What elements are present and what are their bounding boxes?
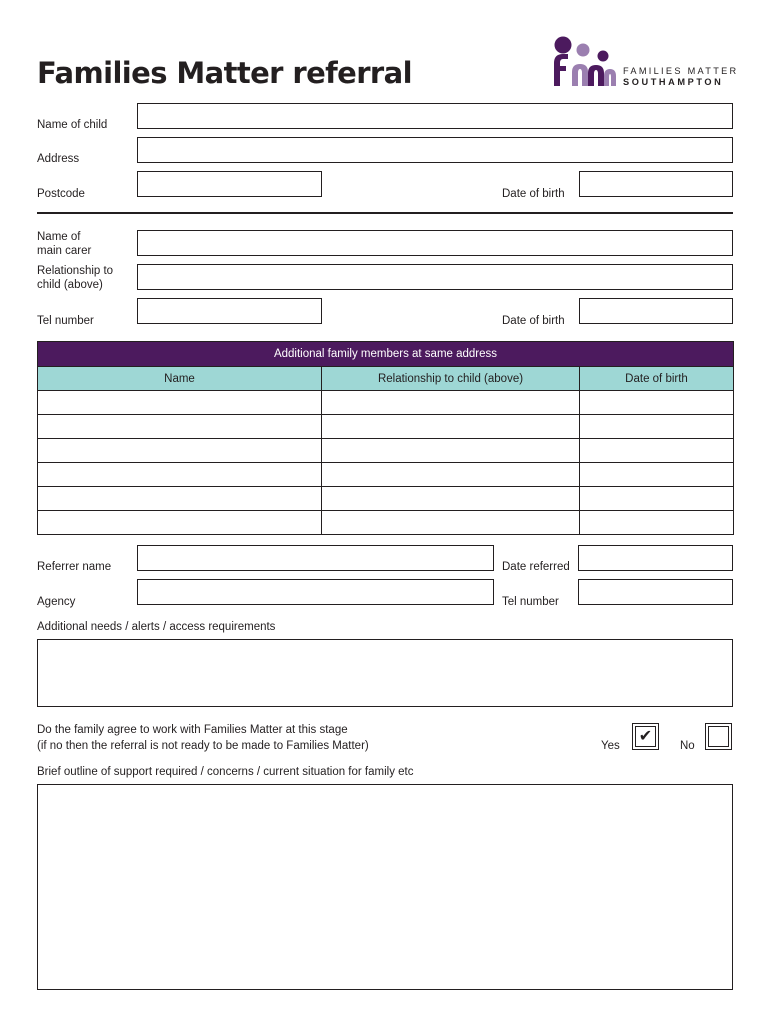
- table-cell-relationship[interactable]: [322, 463, 580, 487]
- table-cell-relationship[interactable]: [322, 391, 580, 415]
- table-cell-relationship[interactable]: [322, 487, 580, 511]
- referrer-name-field[interactable]: [137, 545, 494, 571]
- agency-label: Agency: [37, 596, 76, 608]
- address-label: Address: [37, 153, 80, 165]
- relationship-label-line1: Relationship to: [37, 265, 114, 277]
- table-row: [38, 439, 734, 463]
- table-cell-name[interactable]: [38, 511, 322, 535]
- carer-dob-label: Date of birth: [502, 315, 565, 327]
- table-row: [38, 391, 734, 415]
- table-cell-dob[interactable]: [580, 391, 734, 415]
- carer-tel-label: Tel number: [37, 315, 94, 327]
- no-label: No: [680, 740, 695, 752]
- postcode-label: Postcode: [37, 188, 85, 200]
- brief-outline-label: Brief outline of support required / concerns / current situation for family etc: [37, 766, 414, 778]
- fm-logo-mark-icon: [546, 36, 626, 92]
- no-checkbox-inner: [708, 726, 729, 747]
- name-of-child-label: Name of child: [37, 119, 108, 131]
- main-carer-label-line2: main carer: [37, 245, 92, 257]
- child-dob-field[interactable]: [579, 171, 733, 197]
- date-referred-label: Date referred: [502, 561, 570, 573]
- relationship-label-line2: child (above): [37, 279, 103, 291]
- yes-checkbox[interactable]: [632, 723, 659, 750]
- table-cell-name[interactable]: [38, 415, 322, 439]
- address-field[interactable]: [137, 137, 733, 163]
- main-carer-label: [37, 230, 91, 258]
- name-of-child-field[interactable]: [137, 103, 733, 129]
- main-carer-field[interactable]: [137, 230, 733, 256]
- table-row: [38, 487, 734, 511]
- logo-line-2: SOUTHAMPTON: [623, 77, 724, 87]
- logo-line-1: FAMILIES MATTER: [623, 66, 739, 76]
- table-cell-dob[interactable]: [580, 463, 734, 487]
- table-cell-relationship[interactable]: [322, 415, 580, 439]
- table-row: [38, 415, 734, 439]
- family-table-heading: Additional family members at same address: [38, 342, 734, 367]
- relationship-label: [37, 264, 113, 292]
- carer-tel-field[interactable]: [137, 298, 322, 324]
- page-title: Families Matter referral: [37, 56, 412, 90]
- referrer-tel-label: Tel number: [502, 596, 559, 608]
- main-carer-label-line1: Name of: [37, 231, 81, 243]
- referrer-tel-field[interactable]: [578, 579, 733, 605]
- yes-checkmark-icon: ✔: [635, 726, 656, 747]
- logo-wordmark: [623, 66, 739, 88]
- family-members-table: [37, 341, 734, 535]
- table-row: [38, 463, 734, 487]
- table-cell-dob[interactable]: [580, 439, 734, 463]
- table-cell-name[interactable]: [38, 463, 322, 487]
- child-dob-label: Date of birth: [502, 188, 565, 200]
- postcode-field[interactable]: [137, 171, 322, 197]
- additional-needs-field[interactable]: [37, 639, 733, 707]
- table-cell-name[interactable]: [38, 487, 322, 511]
- no-checkbox[interactable]: [705, 723, 732, 750]
- table-cell-dob[interactable]: [580, 511, 734, 535]
- table-cell-relationship[interactable]: [322, 439, 580, 463]
- relationship-field[interactable]: [137, 264, 733, 290]
- yes-label: Yes: [601, 740, 620, 752]
- brief-outline-field[interactable]: [37, 784, 733, 990]
- agreement-question-line1: Do the family agree to work with Families Matter at this stage: [37, 724, 348, 736]
- section-divider: [37, 212, 733, 214]
- column-header-name: Name: [38, 367, 322, 391]
- table-cell-name[interactable]: [38, 391, 322, 415]
- column-header-dob: Date of birth: [580, 367, 734, 391]
- referrer-name-label: Referrer name: [37, 561, 112, 573]
- table-cell-dob[interactable]: [580, 415, 734, 439]
- agency-field[interactable]: [137, 579, 494, 605]
- table-cell-dob[interactable]: [580, 487, 734, 511]
- date-referred-field[interactable]: [578, 545, 733, 571]
- column-header-relationship: Relationship to child (above): [322, 367, 580, 391]
- table-cell-name[interactable]: [38, 439, 322, 463]
- additional-needs-label: Additional needs / alerts / access requirements: [37, 621, 276, 633]
- agreement-question-line2: (if no then the referral is not ready to be made to Families Matter): [37, 740, 369, 752]
- table-row: [38, 511, 734, 535]
- table-cell-relationship[interactable]: [322, 511, 580, 535]
- agreement-question: [37, 722, 369, 754]
- carer-dob-field[interactable]: [579, 298, 733, 324]
